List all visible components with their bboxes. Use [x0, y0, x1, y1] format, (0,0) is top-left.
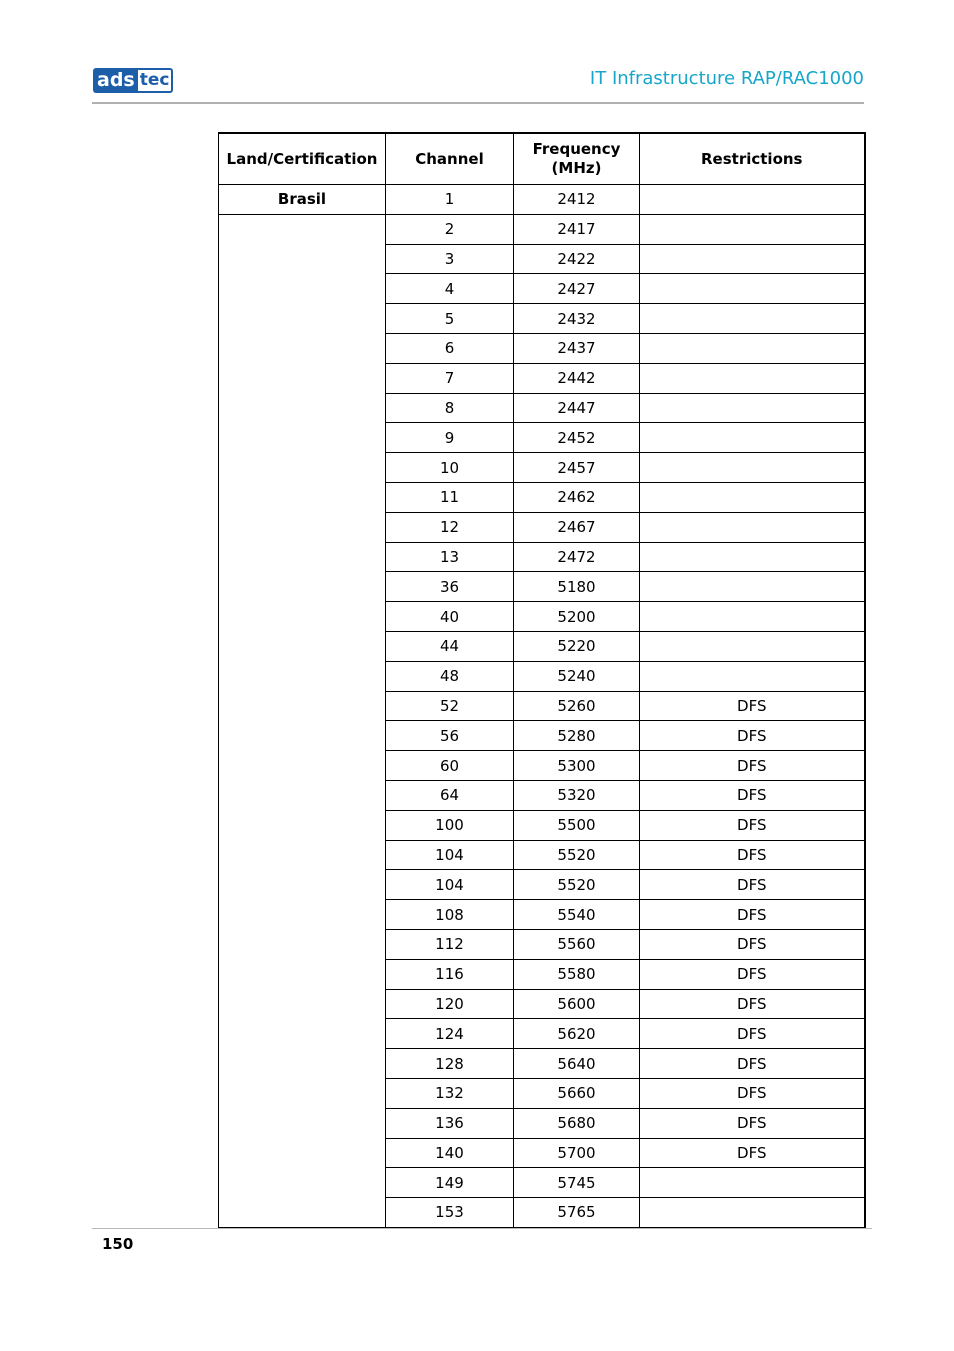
channel-cell: 140	[386, 1138, 514, 1168]
channel-cell: 112	[386, 929, 514, 959]
restriction-cell	[640, 185, 865, 215]
channel-cell: 64	[386, 780, 514, 810]
frequency-cell: 5500	[514, 810, 640, 840]
restriction-cell	[640, 244, 865, 274]
header-restrictions: Restrictions	[640, 133, 865, 185]
frequency-cell: 2417	[514, 214, 640, 244]
frequency-cell: 5600	[514, 989, 640, 1019]
restriction-cell	[640, 214, 865, 244]
channel-cell: 132	[386, 1078, 514, 1108]
channel-cell: 4	[386, 274, 514, 304]
channel-cell: 48	[386, 661, 514, 691]
channel-cell: 8	[386, 393, 514, 423]
table-header-row	[219, 133, 865, 185]
logo-tec-part: tec	[138, 68, 174, 93]
restriction-cell	[640, 453, 865, 483]
restriction-cell: DFS	[640, 1138, 865, 1168]
frequency-cell: 2432	[514, 304, 640, 334]
channel-cell: 13	[386, 542, 514, 572]
restriction-cell: DFS	[640, 1078, 865, 1108]
frequency-cell: 2452	[514, 423, 640, 453]
channel-cell: 120	[386, 989, 514, 1019]
restriction-cell	[640, 393, 865, 423]
channel-cell: 5	[386, 304, 514, 334]
channel-cell: 56	[386, 721, 514, 751]
restriction-cell	[640, 512, 865, 542]
frequency-cell: 5260	[514, 691, 640, 721]
frequency-cell: 5620	[514, 1019, 640, 1049]
channel-cell: 124	[386, 1019, 514, 1049]
header-divider	[92, 102, 864, 104]
restriction-cell: DFS	[640, 1108, 865, 1138]
frequency-cell: 5300	[514, 751, 640, 781]
channel-cell: 6	[386, 333, 514, 363]
channel-cell: 153	[386, 1198, 514, 1228]
restriction-cell	[640, 423, 865, 453]
frequency-cell: 2422	[514, 244, 640, 274]
channel-cell: 52	[386, 691, 514, 721]
table-row	[219, 214, 865, 244]
restriction-cell	[640, 1198, 865, 1228]
channel-cell: 108	[386, 900, 514, 930]
restriction-cell	[640, 274, 865, 304]
header-frequency-line1: Frequency	[532, 140, 621, 158]
restriction-cell	[640, 304, 865, 334]
restriction-cell	[640, 542, 865, 572]
frequency-cell: 5560	[514, 929, 640, 959]
channel-cell: 116	[386, 959, 514, 989]
frequency-cell: 5765	[514, 1198, 640, 1228]
channel-cell: 128	[386, 1049, 514, 1079]
frequency-cell: 2412	[514, 185, 640, 215]
header-frequency	[514, 133, 640, 185]
land-cell: Brasil	[219, 185, 386, 215]
channel-cell: 9	[386, 423, 514, 453]
restriction-cell	[640, 363, 865, 393]
frequency-cell: 5660	[514, 1078, 640, 1108]
header-land: Land/Certification	[219, 133, 386, 185]
channel-cell: 3	[386, 244, 514, 274]
channel-cell: 136	[386, 1108, 514, 1138]
frequency-cell: 5200	[514, 602, 640, 632]
frequency-cell: 2457	[514, 453, 640, 483]
frequency-cell: 5180	[514, 572, 640, 602]
channel-cell: 36	[386, 572, 514, 602]
channel-cell: 12	[386, 512, 514, 542]
frequency-cell: 5280	[514, 721, 640, 751]
restriction-cell: DFS	[640, 900, 865, 930]
restriction-cell	[640, 1168, 865, 1198]
restriction-cell	[640, 333, 865, 363]
restriction-cell	[640, 602, 865, 632]
logo-ads-part: ads	[93, 68, 138, 93]
header-frequency-line2: (MHz)	[551, 159, 602, 177]
restriction-cell: DFS	[640, 929, 865, 959]
frequency-cell: 2427	[514, 274, 640, 304]
frequency-cell: 5520	[514, 870, 640, 900]
restriction-cell	[640, 482, 865, 512]
frequency-cell: 2437	[514, 333, 640, 363]
footer-divider	[92, 1228, 872, 1229]
restriction-cell: DFS	[640, 959, 865, 989]
document-title: IT Infrastructure RAP/RAC1000	[589, 68, 864, 89]
frequency-cell: 5745	[514, 1168, 640, 1198]
frequency-cell: 2447	[514, 393, 640, 423]
restriction-cell: DFS	[640, 989, 865, 1019]
frequency-cell: 5700	[514, 1138, 640, 1168]
restriction-cell: DFS	[640, 1019, 865, 1049]
frequency-cell: 2472	[514, 542, 640, 572]
restriction-cell: DFS	[640, 840, 865, 870]
frequency-cell: 5520	[514, 840, 640, 870]
frequency-cell: 5640	[514, 1049, 640, 1079]
channel-cell: 149	[386, 1168, 514, 1198]
frequency-cell: 5240	[514, 661, 640, 691]
frequency-cell: 5220	[514, 631, 640, 661]
restriction-cell: DFS	[640, 780, 865, 810]
frequency-cell: 2467	[514, 512, 640, 542]
restriction-cell	[640, 572, 865, 602]
restriction-cell	[640, 661, 865, 691]
channel-cell: 7	[386, 363, 514, 393]
restriction-cell: DFS	[640, 721, 865, 751]
ads-tec-logo	[93, 68, 177, 93]
channel-cell: 104	[386, 870, 514, 900]
channel-cell: 60	[386, 751, 514, 781]
restriction-cell	[640, 631, 865, 661]
channel-cell: 44	[386, 631, 514, 661]
frequency-cell: 5320	[514, 780, 640, 810]
restriction-cell: DFS	[640, 751, 865, 781]
frequency-cell: 2462	[514, 482, 640, 512]
page-number: 150	[102, 1235, 134, 1253]
frequency-cell: 5540	[514, 900, 640, 930]
restriction-cell: DFS	[640, 870, 865, 900]
restriction-cell: DFS	[640, 1049, 865, 1079]
frequency-cell: 5580	[514, 959, 640, 989]
restriction-cell: DFS	[640, 810, 865, 840]
channel-cell: 104	[386, 840, 514, 870]
restriction-cell: DFS	[640, 691, 865, 721]
table-row	[219, 185, 865, 215]
channel-cell: 100	[386, 810, 514, 840]
header-channel: Channel	[386, 133, 514, 185]
channel-cell: 1	[386, 185, 514, 215]
channel-cell: 10	[386, 453, 514, 483]
land-cell-empty	[219, 214, 386, 1227]
channel-cell: 11	[386, 482, 514, 512]
channel-table	[218, 132, 866, 1228]
table-body	[219, 185, 865, 1228]
channel-cell: 2	[386, 214, 514, 244]
frequency-cell: 5680	[514, 1108, 640, 1138]
channel-cell: 40	[386, 602, 514, 632]
frequency-cell: 2442	[514, 363, 640, 393]
